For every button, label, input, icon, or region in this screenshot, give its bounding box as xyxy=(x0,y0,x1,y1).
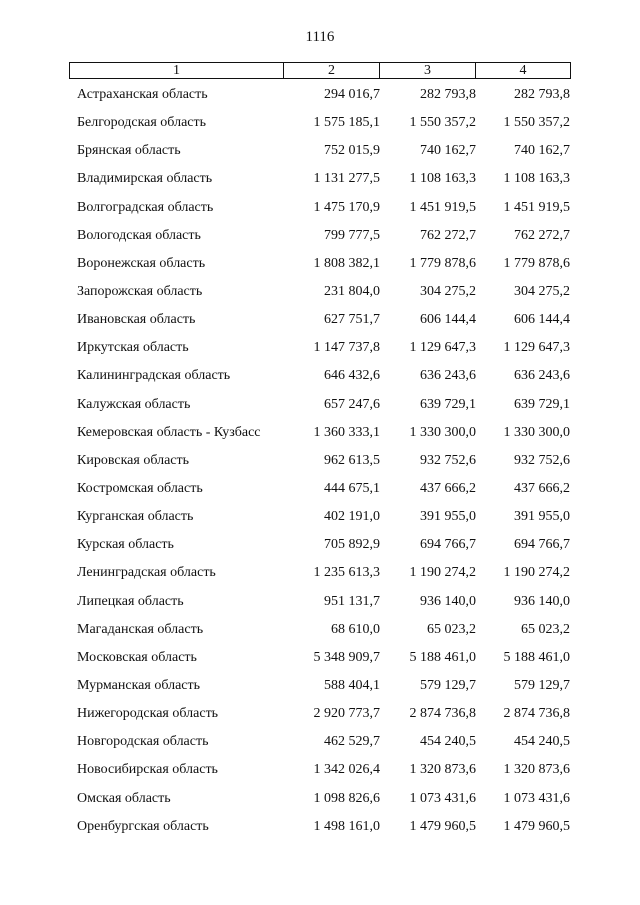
value-column-4: 636 243,6 xyxy=(514,368,570,384)
region-name: Брянская область xyxy=(77,143,181,159)
table-row xyxy=(0,338,640,366)
column-header-2: 2 xyxy=(284,63,380,78)
value-column-2: 68 610,0 xyxy=(331,621,380,637)
value-column-2: 1 131 277,5 xyxy=(313,171,380,187)
value-column-4: 65 023,2 xyxy=(521,621,570,637)
value-column-3: 454 240,5 xyxy=(420,734,476,750)
table-row xyxy=(0,732,640,760)
region-name: Вологодская область xyxy=(77,227,201,243)
table-row xyxy=(0,310,640,338)
value-column-4: 304 275,2 xyxy=(514,283,570,299)
value-column-4: 932 752,6 xyxy=(514,452,570,468)
table-row xyxy=(0,254,640,282)
value-column-2: 1 498 161,0 xyxy=(313,818,380,834)
value-column-2: 1 808 382,1 xyxy=(313,255,380,271)
table-row xyxy=(0,366,640,394)
region-name: Ивановская область xyxy=(77,312,196,328)
value-column-3: 606 144,4 xyxy=(420,312,476,328)
value-column-3: 1 451 919,5 xyxy=(409,199,476,215)
value-column-2: 2 920 773,7 xyxy=(313,706,380,722)
value-column-3: 391 955,0 xyxy=(420,509,476,525)
table-row xyxy=(0,451,640,479)
value-column-4: 437 666,2 xyxy=(514,480,570,496)
value-column-3: 1 129 647,3 xyxy=(409,340,476,356)
value-column-2: 646 432,6 xyxy=(324,368,380,384)
value-column-3: 1 320 873,6 xyxy=(409,762,476,778)
column-header-4: 4 xyxy=(519,63,527,78)
value-column-4: 454 240,5 xyxy=(514,734,570,750)
region-name: Ленинградская область xyxy=(77,565,216,581)
value-column-2: 5 348 909,7 xyxy=(313,649,380,665)
value-column-2: 1 475 170,9 xyxy=(313,199,380,215)
value-column-4: 5 188 461,0 xyxy=(503,649,570,665)
region-name: Кировская область xyxy=(77,452,190,468)
value-column-3: 1 330 300,0 xyxy=(409,424,476,440)
value-column-4: 1 190 274,2 xyxy=(503,565,570,581)
table-row xyxy=(0,169,640,197)
region-name: Калужская область xyxy=(77,396,191,412)
region-name: Белгородская область xyxy=(77,115,207,131)
value-column-4: 740 162,7 xyxy=(514,143,570,159)
region-name: Курганская область xyxy=(77,509,194,525)
region-name: Запорожская область xyxy=(77,283,203,299)
value-column-2: 1 575 185,1 xyxy=(313,115,380,131)
value-column-3: 437 666,2 xyxy=(420,480,476,496)
table-row xyxy=(0,85,640,113)
region-name: Оренбургская область xyxy=(77,818,209,834)
value-column-2: 444 675,1 xyxy=(324,480,380,496)
value-column-2: 402 191,0 xyxy=(324,509,380,525)
value-column-3: 5 188 461,0 xyxy=(409,649,476,665)
table-row xyxy=(0,789,640,817)
value-column-2: 1 360 333,1 xyxy=(313,424,380,440)
column-header-1: 1 xyxy=(70,63,284,78)
value-column-3: 936 140,0 xyxy=(420,593,476,609)
region-name: Астраханская область xyxy=(77,87,208,102)
region-name: Владимирская область xyxy=(77,171,213,187)
table-row xyxy=(0,563,640,591)
value-column-4: 391 955,0 xyxy=(514,509,570,525)
value-column-3: 1 190 274,2 xyxy=(409,565,476,581)
table-row xyxy=(0,395,640,423)
value-column-3: 1 073 431,6 xyxy=(409,790,476,806)
region-name: Магаданская область xyxy=(77,621,204,637)
table-row xyxy=(0,198,640,226)
value-column-4: 1 330 300,0 xyxy=(503,424,570,440)
table-row xyxy=(0,676,640,704)
region-name: Новосибирская область xyxy=(77,762,218,778)
table-row xyxy=(0,535,640,563)
value-column-2: 752 015,9 xyxy=(324,143,380,159)
value-column-4: 1 108 163,3 xyxy=(503,171,570,187)
value-column-4: 762 272,7 xyxy=(514,227,570,243)
table-row xyxy=(0,592,640,620)
value-column-3: 762 272,7 xyxy=(420,227,476,243)
value-column-2: 657 247,6 xyxy=(324,396,380,412)
table-row xyxy=(0,423,640,451)
value-column-3: 740 162,7 xyxy=(420,143,476,159)
table-row xyxy=(0,226,640,254)
table-row xyxy=(0,648,640,676)
value-column-3: 694 766,7 xyxy=(420,537,476,553)
value-column-3: 304 275,2 xyxy=(420,283,476,299)
value-column-2: 1 235 613,3 xyxy=(313,565,380,581)
value-column-2: 951 131,7 xyxy=(324,593,380,609)
value-column-4: 1 073 431,6 xyxy=(503,790,570,806)
region-name: Воронежская область xyxy=(77,255,206,271)
value-column-3: 1 479 960,5 xyxy=(409,818,476,834)
region-name: Омская область xyxy=(77,790,171,806)
column-header-3: 3 xyxy=(380,63,476,78)
value-column-2: 962 613,5 xyxy=(324,452,380,468)
value-column-4: 1 779 878,6 xyxy=(503,255,570,271)
region-name: Кемеровская область - Кузбасс xyxy=(77,424,261,440)
region-name: Липецкая область xyxy=(77,593,184,609)
value-column-2: 1 098 826,6 xyxy=(313,790,380,806)
value-column-2: 231 804,0 xyxy=(324,283,380,299)
region-name: Волгоградская область xyxy=(77,199,214,215)
value-column-4: 639 729,1 xyxy=(514,396,570,412)
value-column-3: 1 779 878,6 xyxy=(409,255,476,271)
region-name: Иркутская область xyxy=(77,340,189,356)
value-column-3: 282 793,8 xyxy=(420,87,476,102)
value-column-4: 282 793,8 xyxy=(514,87,570,102)
region-name: Мурманская область xyxy=(77,677,201,693)
table-row xyxy=(0,760,640,788)
region-name: Нижегородская область xyxy=(77,706,219,722)
value-column-2: 462 529,7 xyxy=(324,734,380,750)
value-column-4: 606 144,4 xyxy=(514,312,570,328)
value-column-4: 694 766,7 xyxy=(514,537,570,553)
value-column-2: 799 777,5 xyxy=(324,227,380,243)
table-row xyxy=(0,282,640,310)
value-column-4: 936 140,0 xyxy=(514,593,570,609)
value-column-3: 2 874 736,8 xyxy=(409,706,476,722)
value-column-4: 1 320 873,6 xyxy=(503,762,570,778)
value-column-3: 932 752,6 xyxy=(420,452,476,468)
region-name: Курская область xyxy=(77,537,174,553)
value-column-3: 1 108 163,3 xyxy=(409,171,476,187)
value-column-4: 1 479 960,5 xyxy=(503,818,570,834)
table-row xyxy=(0,479,640,507)
value-column-3: 636 243,6 xyxy=(420,368,476,384)
table-row xyxy=(0,704,640,732)
value-column-4: 2 874 736,8 xyxy=(503,706,570,722)
table-body xyxy=(0,85,640,845)
region-name: Костромская область xyxy=(77,480,203,496)
table-row xyxy=(0,817,640,845)
value-column-4: 579 129,7 xyxy=(514,677,570,693)
value-column-3: 1 550 357,2 xyxy=(409,115,476,131)
region-name: Новгородская область xyxy=(77,734,209,750)
value-column-3: 65 023,2 xyxy=(427,621,476,637)
table-row xyxy=(0,507,640,535)
value-column-4: 1 550 357,2 xyxy=(503,115,570,131)
value-column-2: 588 404,1 xyxy=(324,677,380,693)
value-column-2: 627 751,7 xyxy=(324,312,380,328)
table-row xyxy=(0,620,640,648)
value-column-2: 705 892,9 xyxy=(324,537,380,553)
table-row xyxy=(0,141,640,169)
value-column-4: 1 451 919,5 xyxy=(503,199,570,215)
value-column-2: 1 147 737,8 xyxy=(313,340,380,356)
table-row xyxy=(0,113,640,141)
value-column-2: 294 016,7 xyxy=(324,87,380,102)
value-column-2: 1 342 026,4 xyxy=(313,762,380,778)
value-column-4: 1 129 647,3 xyxy=(503,340,570,356)
value-column-3: 639 729,1 xyxy=(420,396,476,412)
value-column-3: 579 129,7 xyxy=(420,677,476,693)
page-number: 1116 xyxy=(305,29,335,45)
table-header xyxy=(69,62,571,79)
region-name: Московская область xyxy=(77,649,197,665)
region-name: Калининградская область xyxy=(77,368,231,384)
